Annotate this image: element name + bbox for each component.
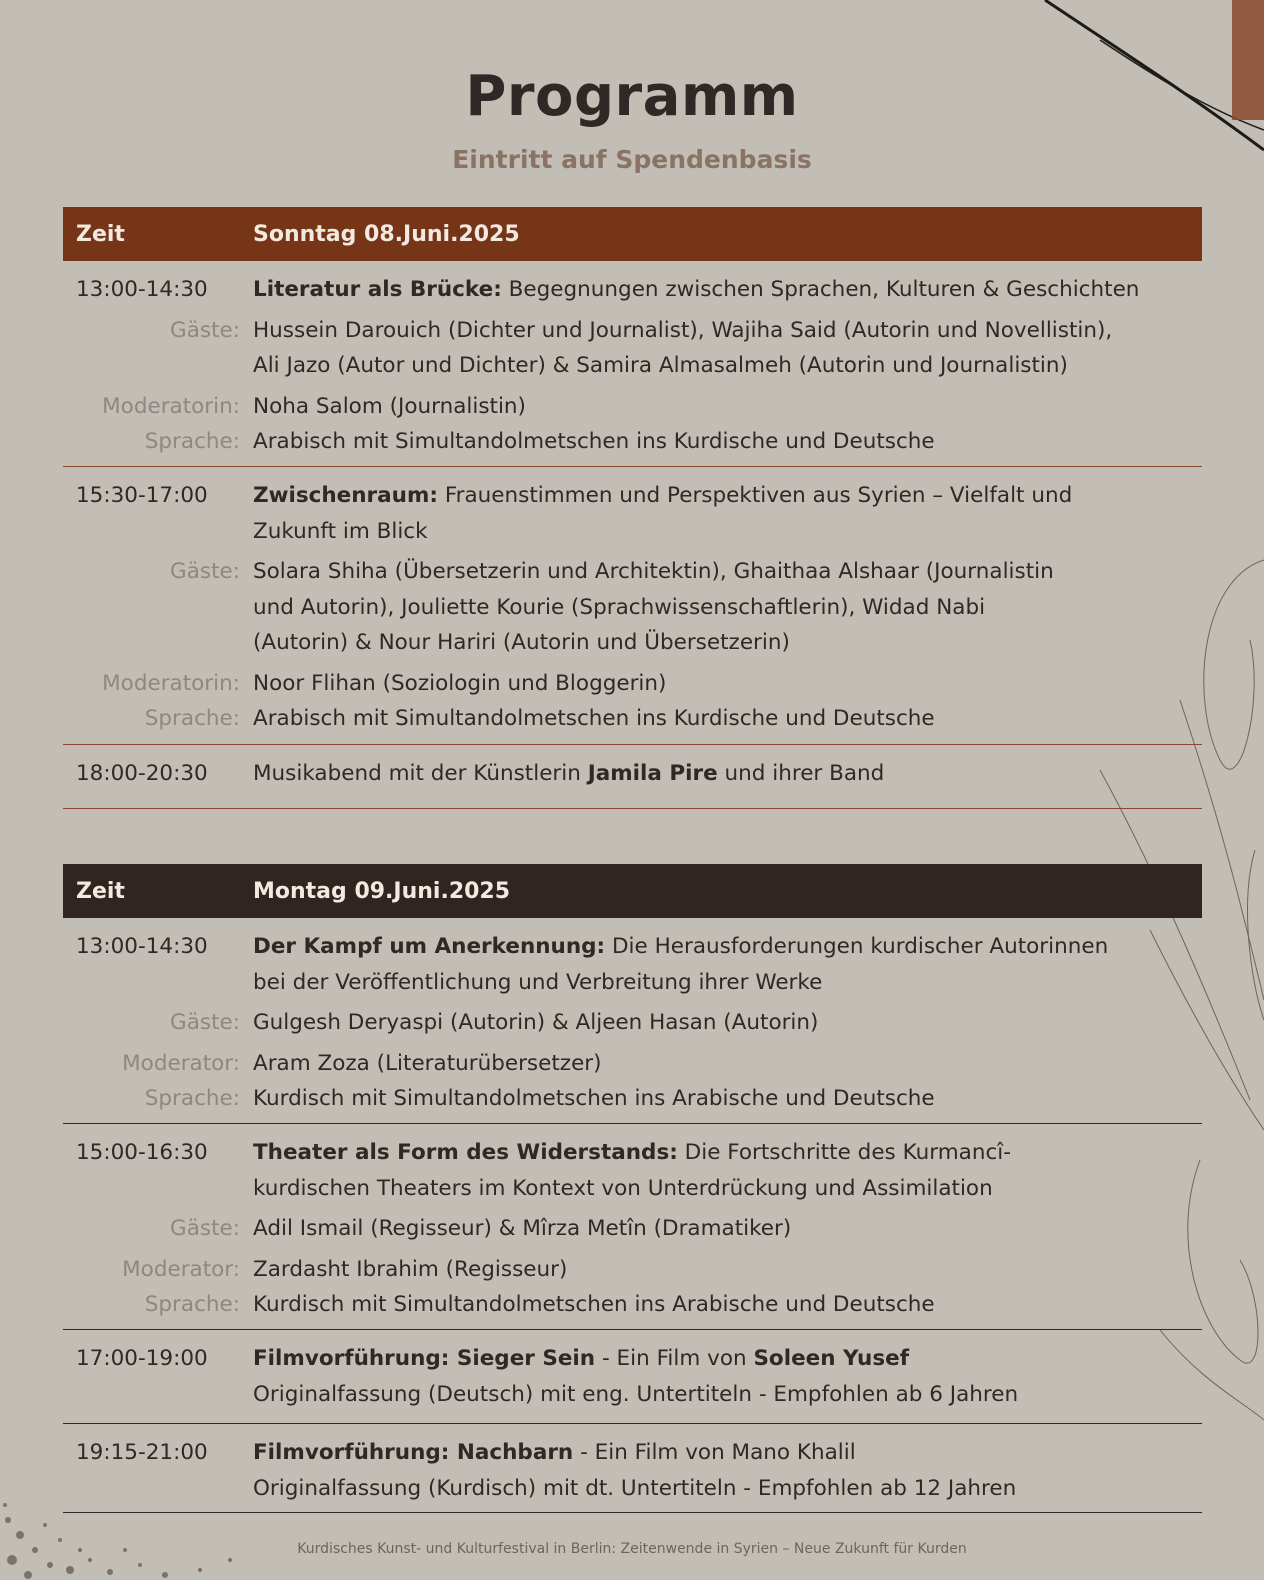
day-table-sunday <box>63 207 1202 809</box>
event-row <box>63 918 1202 1124</box>
day-table-monday <box>63 864 1202 1513</box>
guests-label: Gäste: <box>170 317 240 343</box>
day-date: Montag 09.Juni.2025 <box>253 878 511 904</box>
guests-text: Ali Jazo (Autor und Dichter) & Samira Almasalmeh (Autorin und Journalistin) <box>253 353 1068 378</box>
day-header <box>63 864 1202 918</box>
event-title-bold: Literatur als Brücke: <box>253 277 502 302</box>
event-text: und ihrer Band <box>717 761 885 786</box>
page-subtitle: Eintritt auf Spendenbasis <box>452 145 812 174</box>
film-text: - Ein Film von Mano Khalil <box>573 1440 856 1465</box>
moderator-text: Zardasht Ibrahim (Regisseur) <box>253 1256 568 1282</box>
film-text: - Ein Film von <box>595 1346 754 1371</box>
event-time: 18:00-20:30 <box>76 761 208 786</box>
event-row <box>63 1330 1202 1424</box>
day-date: Sonntag 08.Juni.2025 <box>253 221 520 247</box>
event-row <box>63 745 1202 809</box>
moderator-label: Moderator: <box>122 1256 240 1282</box>
zeit-header: Zeit <box>76 878 125 904</box>
event-time: 17:00-19:00 <box>76 1346 208 1371</box>
event-title-bold: Zwischenraum: <box>253 483 438 508</box>
guests-text: (Autorin) & Nour Hariri (Autorin und Übersetzerin) <box>253 630 790 655</box>
moderator-label: Moderatorin: <box>102 393 240 419</box>
event-row <box>63 261 1202 467</box>
event-time: 13:00-14:30 <box>76 277 208 302</box>
guests-label: Gäste: <box>170 559 240 584</box>
event-title: Die Fortschritte des Kurmancî- <box>677 1140 1011 1165</box>
event-row <box>63 1124 1202 1330</box>
guests-label: Gäste: <box>170 1216 240 1241</box>
guests-text: Solara Shiha (Übersetzerin und Architektin), Ghaithaa Alshaar (Journalistin <box>253 559 1054 584</box>
moderator-text: Aram Zoza (Literaturübersetzer) <box>253 1050 602 1076</box>
language-label: Sprache: <box>144 1086 240 1111</box>
event-time: 13:00-14:30 <box>76 934 208 959</box>
event-title-bold: Theater als Form des Widerstands: <box>253 1140 678 1165</box>
film-info: Originalfassung (Kurdisch) mit dt. Untertiteln - Empfohlen ab 12 Jahren <box>253 1475 1017 1501</box>
moderator-text: Noha Salom (Journalistin) <box>253 393 526 419</box>
event-row <box>63 1424 1202 1513</box>
day-header <box>63 207 1202 261</box>
event-title: Zukunft im Blick <box>253 518 428 544</box>
event-time: 15:00-16:30 <box>76 1140 208 1165</box>
event-title: Die Herausforderungen kurdischer Autorinnen <box>605 934 1109 959</box>
guests-label: Gäste: <box>170 1010 240 1035</box>
film-director: Soleen Yusef <box>753 1346 910 1371</box>
zeit-header: Zeit <box>76 221 125 247</box>
moderator-text: Noor Flihan (Soziologin und Bloggerin) <box>253 670 667 696</box>
guests-text: Adil Ismail (Regisseur) & Mîrza Metîn (Dramatiker) <box>253 1216 792 1241</box>
film-info: Originalfassung (Deutsch) mit eng. Untertiteln - Empfohlen ab 6 Jahren <box>253 1381 1019 1407</box>
language-text: Arabisch mit Simultandolmetschen ins Kurdische und Deutsche <box>253 706 935 731</box>
event-time: 15:30-17:00 <box>76 483 208 508</box>
event-title-bold: Der Kampf um Anerkennung: <box>253 934 606 959</box>
event-row <box>63 467 1202 745</box>
event-title: Begegnungen zwischen Sprachen, Kulturen & Geschichten <box>501 277 1140 302</box>
guests-text: und Autorin), Jouliette Kourie (Sprachwissenschaftlerin), Widad Nabi <box>253 594 986 620</box>
language-label: Sprache: <box>144 706 240 731</box>
guests-text: Hussein Darouich (Dichter und Journalist), Wajiha Said (Autorin und Novellistin), <box>253 317 1113 343</box>
language-text: Kurdisch mit Simultandolmetschen ins Arabische und Deutsche <box>253 1086 935 1111</box>
film-title: Filmvorführung: Nachbarn <box>253 1440 574 1465</box>
language-text: Arabisch mit Simultandolmetschen ins Kurdische und Deutsche <box>253 429 935 454</box>
film-title: Filmvorführung: Sieger Sein <box>253 1346 596 1371</box>
language-text: Kurdisch mit Simultandolmetschen ins Arabische und Deutsche <box>253 1292 935 1317</box>
guests-text: Gulgesh Deryaspi (Autorin) & Aljeen Hasan (Autorin) <box>253 1010 819 1035</box>
event-text: Musikabend mit der Künstlerin <box>253 761 588 786</box>
page-title: Programm <box>465 64 799 129</box>
moderator-label: Moderatorin: <box>102 670 240 696</box>
moderator-label: Moderator: <box>122 1050 240 1076</box>
event-title: kurdischen Theaters im Kontext von Unterdrückung und Assimilation <box>253 1175 993 1201</box>
event-time: 19:15-21:00 <box>76 1440 208 1465</box>
language-label: Sprache: <box>144 429 240 454</box>
event-title: bei der Veröffentlichung und Verbreitung ihrer Werke <box>253 969 823 995</box>
page-footer: Kurdisches Kunst- und Kulturfestival in Berlin: Zeitenwende in Syrien – Neue Zukunft für Kurden <box>297 1541 967 1557</box>
event-title: Frauenstimmen und Perspektiven aus Syrien – Vielfalt und <box>437 483 1073 508</box>
language-label: Sprache: <box>144 1292 240 1317</box>
artist-name: Jamila Pire <box>587 761 718 786</box>
